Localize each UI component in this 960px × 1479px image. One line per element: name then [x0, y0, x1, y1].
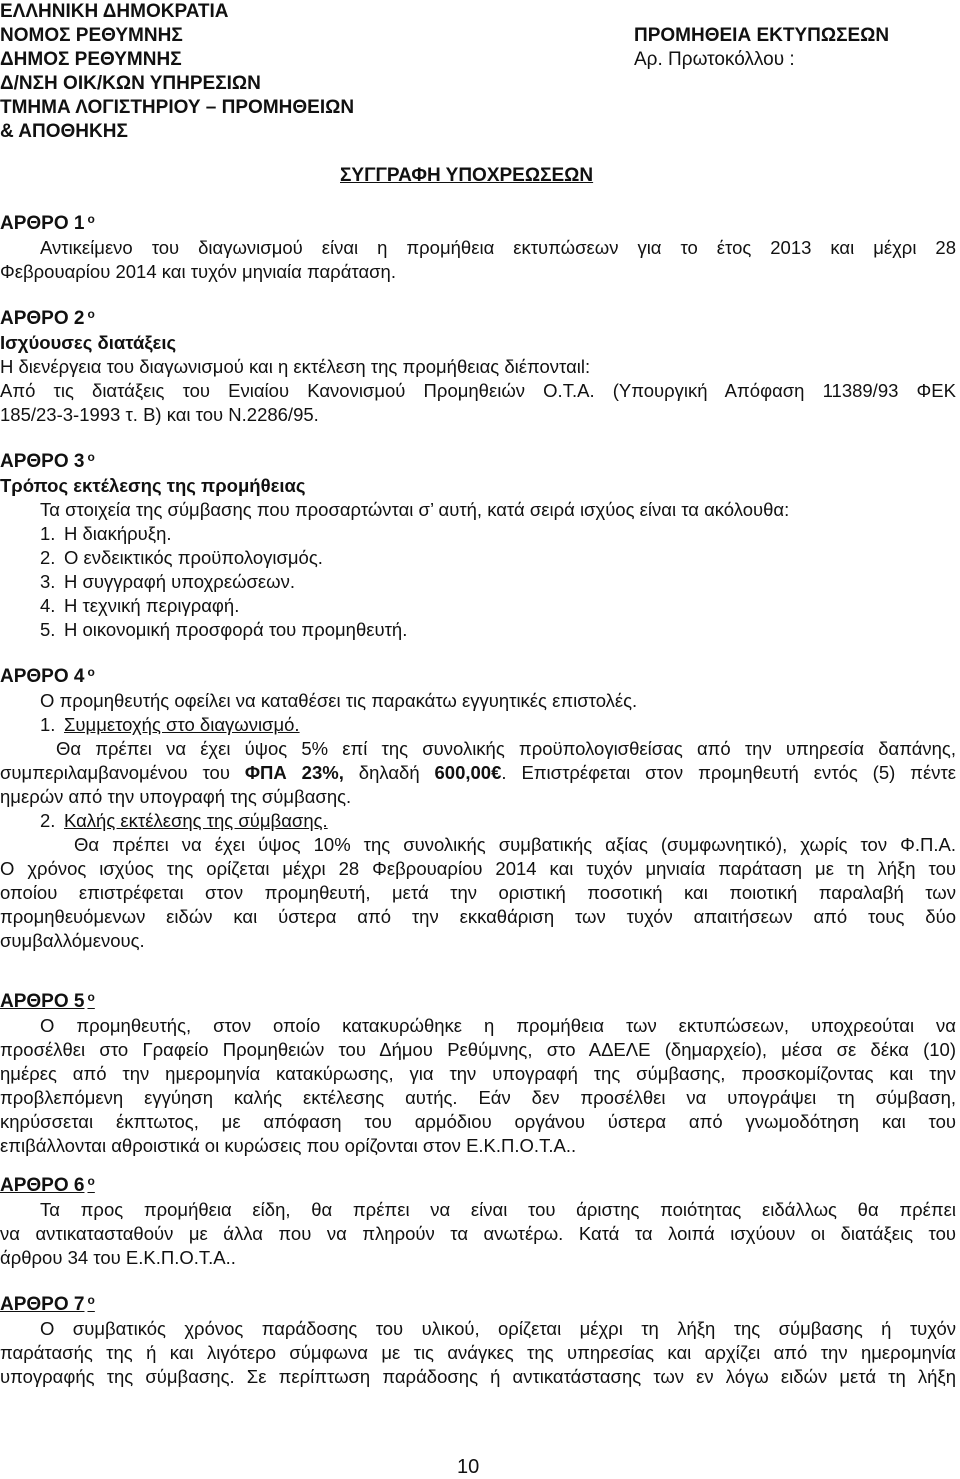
article-1-line: Αντικείμενο του διαγωνισμού είναι η προμήθεια εκτυπώσεων για το έτος 2013 και μέχρι 28 — [40, 237, 956, 258]
list-number: 4. — [40, 595, 56, 616]
article-5-line: ημέρες από την ημερομηνία κατακύρωσης, για την υπογραφή της σύμβασης, προσκομίζοντας και την — [0, 1063, 956, 1084]
text-fragment: δηλαδή — [343, 762, 435, 783]
list-text: Ο ενδεικτικός προϋπολογισμός. — [64, 547, 323, 568]
article-1-heading — [0, 212, 95, 237]
article-4-intro: Ο προμηθευτής οφείλει να καταθέσει τις παρακάτω εγγυητικές επιστολές. — [40, 690, 638, 711]
page-number: 10 — [457, 1456, 480, 1478]
list-number: 3. — [40, 571, 56, 592]
issuer-line: ΔΗΜΟΣ ΡΕΘΥΜΝΗΣ — [0, 49, 182, 70]
article-5-line: προσέλθει στο Γραφείο Προμηθειών του Δήμου Ρεθύμνης, στο ΑΔΕΛΕ (δημαρχείο), μέσα σε δέκα (10) — [0, 1039, 956, 1060]
article-2-line: Η διενέργεια του διαγωνισμού και η εκτέλεση της προμήθειας διέπονταιl: — [0, 356, 591, 377]
text-fragment: Επιστρέφεται στον προμηθευτή εντός (5) πέντε — [506, 762, 956, 783]
article-5-line: επιβάλλονται αθροιστικά οι κυρώσεις που ορίζονται στον Ε.Κ.Π.Ο.Τ.Α.. — [0, 1135, 577, 1156]
list-text: Η τεχνική περιγραφή. — [64, 595, 240, 616]
article-5-line: Ο προμηθευτής, στον οποίο κατακυρώθηκε η προμήθεια των εκτυπώσεων, υποχρεούται να — [40, 1015, 956, 1036]
article-3-subheading: Τρόπος εκτέλεσης της προμήθειας — [0, 475, 306, 496]
list-number: 1. — [40, 714, 56, 735]
issuer-block — [0, 0, 354, 144]
ordinal-suffix: ο — [87, 450, 95, 464]
article-6-line: να αντικατασταθούν με άλλα που να πληρούν τα ανωτέρω. Κατά τα λοιπά ισχύουν οι διατάξεις του — [0, 1223, 956, 1244]
guarantee-2-line: συμβαλλόμενους. — [0, 930, 145, 951]
article-1-line: Φεβρουαρίου 2014 και τυχόν μηνιαία παράταση. — [0, 261, 396, 282]
article-6-line: Τα προς προμήθεια είδη, θα πρέπει να είναι του άριστης ποιότητας ειδάλλως θα πρέπει — [40, 1199, 956, 1220]
issuer-line: Δ/ΝΣΗ ΟΙΚ/ΚΩΝ ΥΠΗΡΕΣΙΩΝ — [0, 73, 261, 94]
article-7-line: παράτασής της ή και λιγότερο σύμφωνα με τις ανάγκες της υπηρεσίας και αρχίζει από την ημερομηνία — [0, 1342, 956, 1363]
vat-rate: ΦΠΑ 23%, — [244, 762, 344, 783]
article-5-heading — [0, 990, 95, 1015]
issuer-line: ΕΛΛΗΝΙΚΗ ΔΗΜΟΚΡΑΤΙΑ — [0, 1, 229, 22]
article-heading-text: ΑΡΘΡΟ 1 — [0, 213, 85, 234]
ordinal-suffix: ο — [87, 212, 95, 226]
document-title: ΣΥΓΓΡΑΦΗ ΥΠΟΧΡΕΩΣΕΩΝ — [340, 165, 594, 186]
guarantee-2-line: προμηθευόμενων ειδών και ύστερα από την εκκαθάριση των τυχόν απαιτήσεων από τους δύο — [0, 906, 956, 927]
article-7-line: Ο συμβατικός χρόνος παράδοσης του υλικού, ορίζεται μέχρι τη λήξη της σύμβασης ή τυχόν — [40, 1318, 956, 1339]
procurement-title: ΠΡΟΜΗΘΕΙΑ ΕΚΤΥΠΩΣΕΩΝ — [634, 25, 890, 46]
guarantee-1-line: Θα πρέπει να έχει ύψος 5% επί της συνολικής προϋπολογισθείσας από την υπηρεσία δαπάνης, — [56, 738, 956, 759]
guarantee-2-title — [40, 809, 328, 833]
article-6-heading — [0, 1174, 95, 1199]
list-number: 1. — [40, 523, 56, 544]
article-heading-text: ΑΡΘΡΟ 6 — [0, 1175, 85, 1196]
protocol-number-label: Αρ. Πρωτοκόλλου : — [634, 49, 795, 70]
guarantee-1-line — [0, 761, 956, 785]
list-text: Η διακήρυξη. — [64, 523, 172, 544]
guarantee-1-line: ημερών από την υπογραφή της σύμβασης. — [0, 786, 352, 807]
euro-symbol: € — [491, 762, 502, 783]
list-item — [40, 618, 407, 642]
article-2-line: 185/23-3-1993 τ. Β) και του Ν.2286/95. — [0, 404, 319, 425]
text-fragment: συμπεριλαμβανομένου του — [0, 762, 245, 783]
article-4-heading — [0, 665, 95, 690]
article-heading-text: ΑΡΘΡΟ 5 — [0, 991, 85, 1012]
issuer-line: ΝΟΜΟΣ ΡΕΘΥΜΝΗΣ — [0, 25, 183, 46]
article-3-intro: Τα στοιχεία της σύμβασης που προσαρτώνται σ’ αυτή, κατά σειρά ισχύος είναι τα ακόλουθα: — [40, 499, 790, 520]
ordinal-suffix: ο — [87, 1293, 95, 1307]
list-item — [40, 522, 172, 546]
article-heading-text: ΑΡΘΡΟ 2 — [0, 308, 85, 329]
article-2-subheading: Ισχύουσες διατάξεις — [0, 332, 177, 353]
article-5-line: κηρύσσεται έκπτωτος, με απόφαση του αρμόδιου οργάνου ύστερα από γνωμοδότηση και του — [0, 1111, 956, 1132]
ordinal-suffix: ο — [87, 990, 95, 1004]
guarantee-2-line: Ο χρόνος ισχύος της ορίζεται μέχρι 28 Φεβρουαρίου 2014 και τυχόν μηνιαία παράταση με τη λήξη του — [0, 858, 956, 879]
ordinal-suffix: ο — [87, 665, 95, 679]
article-7-heading — [0, 1293, 95, 1318]
article-5-line: προβλεπόμενη εγγύηση καλής εκτέλεσης αυτής. Εάν δεν προσέλθει να υπογράψει τη σύμβαση, — [0, 1087, 956, 1108]
guarantee-2-line: Θα πρέπει να έχει ύψος 10% της συνολικής συμβατικής αξίας (συμφωνητικό), χωρίς τον Φ.Π.Α. — [74, 834, 956, 855]
list-item — [40, 594, 239, 618]
list-number: 5. — [40, 619, 56, 640]
ordinal-suffix: ο — [87, 1174, 95, 1188]
article-7-line: υπογραφής της σύμβασης. Σε περίπτωση παράδοσης ή αντικατάστασης των εν λόγω ειδών μετά τη λήξη — [0, 1366, 956, 1387]
guarantee-2-line: οποίου επιστρέφεται στον προμηθευτή, μετά την οριστική ποσοτική και ποιοτική παραλαβή των — [0, 882, 956, 903]
article-heading-text: ΑΡΘΡΟ 3 — [0, 451, 85, 472]
list-number: 2. — [40, 547, 56, 568]
article-heading-text: ΑΡΘΡΟ 7 — [0, 1294, 85, 1315]
list-text: Καλής εκτέλεσης της σύμβασης. — [64, 810, 328, 831]
article-2-heading — [0, 307, 95, 332]
list-item — [40, 570, 295, 594]
article-2-line: Από τις διατάξεις του Ενιαίου Κανονισμού Προμηθειών Ο.Τ.Α. (Υπουργική Απόφαση 11389/93 ΦΕΚ — [0, 380, 956, 401]
ordinal-suffix: ο — [87, 307, 95, 321]
issuer-line: & ΑΠΟΘΗΚΗΣ — [0, 121, 128, 142]
issuer-line: ΤΜΗΜΑ ΛΟΓΙΣΤΗΡΙΟΥ – ΠΡΟΜΗΘΕΙΩΝ — [0, 97, 355, 118]
list-number: 2. — [40, 810, 56, 831]
list-text: Συμμετοχής στο διαγωνισμό. — [64, 714, 300, 735]
list-text: Η οικονομική προσφορά του προμηθευτή. — [64, 619, 408, 640]
guarantee-1-title — [40, 713, 300, 737]
article-6-line: άρθρου 34 του Ε.Κ.Π.Ο.Τ.Α.. — [0, 1247, 236, 1268]
article-heading-text: ΑΡΘΡΟ 4 — [0, 666, 85, 687]
list-text: Η συγγραφή υποχρεώσεων. — [64, 571, 296, 592]
article-3-heading — [0, 450, 95, 475]
text-fragment: . — [501, 762, 507, 783]
list-item — [40, 546, 323, 570]
guarantee-amount: 600,00 — [434, 762, 492, 783]
